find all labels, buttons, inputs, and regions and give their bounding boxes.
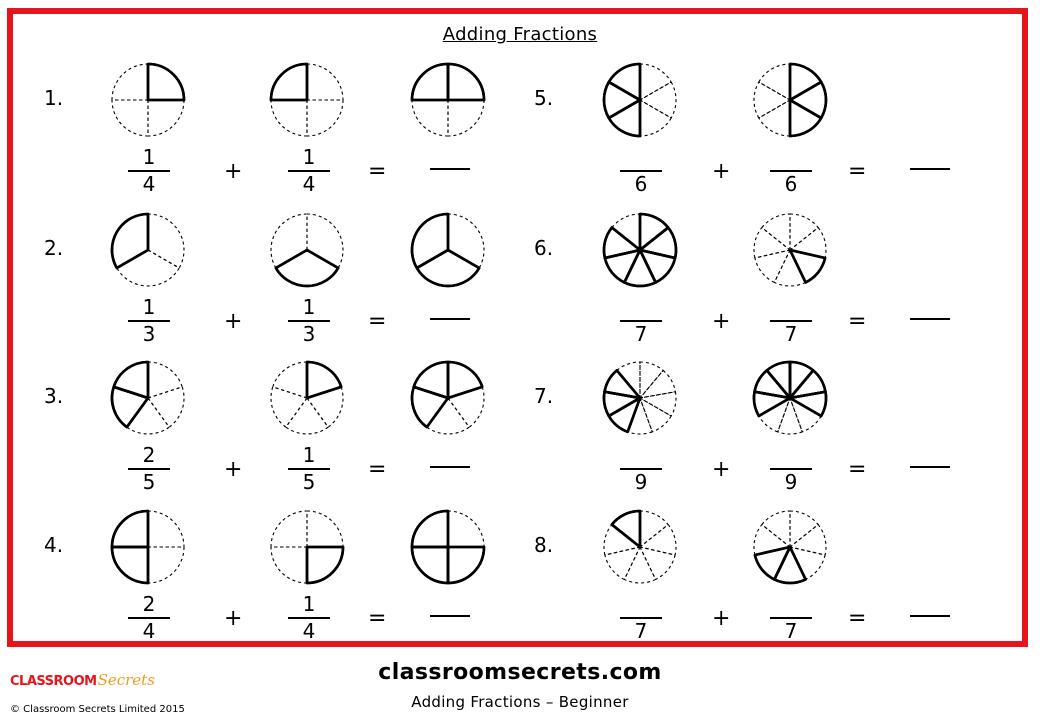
shaded-slice-outline (307, 362, 341, 398)
fraction-pie-3-2 (267, 358, 347, 438)
shaded-slice-outline (448, 64, 484, 100)
numerator (618, 296, 664, 319)
numerator (768, 444, 814, 467)
question-number: 8. (534, 533, 554, 557)
denominator: 5 (142, 470, 156, 494)
empty-slice (273, 362, 307, 398)
shaded-slice-outline (790, 100, 821, 136)
empty-slice (640, 82, 676, 118)
empty-slice (605, 547, 640, 579)
empty-slice (640, 398, 671, 432)
shaded-slice-outline (790, 82, 826, 118)
denominator: 7 (634, 619, 648, 643)
denominator: 4 (302, 172, 316, 196)
worksheet-subtitle: Adding Fractions – Beginner (411, 693, 629, 711)
shaded-slice-outline (307, 547, 343, 583)
empty-slice (774, 250, 805, 286)
fraction-pie-5-1 (600, 60, 680, 140)
empty-slice (271, 387, 307, 427)
fraction-a (126, 444, 172, 494)
shaded-slice (276, 250, 338, 286)
empty-slice (117, 250, 179, 286)
shaded-slice (609, 398, 640, 432)
plus-sign: + (224, 457, 243, 482)
worksheet-title: Adding Fractions (442, 24, 598, 45)
empty-slice (640, 511, 668, 547)
question-number: 5. (534, 86, 554, 110)
empty-slice (307, 64, 343, 100)
numerator: 2 (142, 592, 156, 616)
shaded-slice-outline (417, 250, 479, 286)
answer-blank[interactable] (430, 466, 470, 468)
fraction-pie-2-3 (408, 210, 488, 290)
shaded-slice-outline (767, 362, 790, 398)
shaded-slice-outline (612, 511, 640, 547)
question-number: 7. (534, 384, 554, 408)
fraction-b (768, 296, 814, 346)
denominator: 7 (784, 619, 798, 643)
fraction-pie-2-1 (108, 210, 188, 290)
denominator: 4 (142, 619, 156, 643)
shaded-slice-outline (774, 547, 805, 583)
fraction-pie-3-3 (408, 358, 488, 438)
shaded-slice (790, 100, 821, 136)
shaded-slice-outline (112, 547, 148, 583)
question-number: 2. (44, 236, 64, 260)
equals-sign: = (848, 457, 867, 482)
fraction-pie-8-1 (600, 507, 680, 587)
answer-blank[interactable] (910, 168, 950, 170)
fraction-pie-4-1 (108, 507, 188, 587)
shaded-slice-outline (271, 64, 307, 100)
denominator: 9 (784, 470, 798, 494)
plus-sign: + (712, 309, 731, 334)
denominator: 7 (784, 322, 798, 346)
fraction-a (126, 146, 172, 196)
empty-slice (148, 547, 184, 583)
numerator (768, 593, 814, 616)
fraction-pie-3-1 (108, 358, 188, 438)
shaded-slice-outline (448, 362, 482, 398)
empty-slice (790, 511, 818, 547)
shaded-slice-outline (790, 392, 826, 416)
denominator: 3 (142, 322, 156, 346)
question-number: 6. (534, 236, 554, 260)
fraction-a (618, 146, 664, 196)
empty-slice (286, 398, 328, 434)
empty-slice (754, 82, 790, 118)
shaded-slice-outline (148, 64, 184, 100)
question-number: 1. (44, 86, 64, 110)
empty-slice (755, 250, 790, 282)
fraction-pie-7-1 (600, 358, 680, 438)
shaded-slice-outline (790, 64, 821, 100)
empty-slice (307, 511, 343, 547)
question-number: 3. (44, 384, 64, 408)
answer-blank[interactable] (430, 168, 470, 170)
equals-sign: = (848, 159, 867, 184)
shaded-slice-outline (640, 250, 675, 282)
empty-slice (148, 100, 184, 136)
empty-slice (759, 398, 790, 432)
empty-slice (640, 547, 675, 579)
denominator: 4 (142, 172, 156, 196)
denominator: 6 (784, 172, 798, 196)
denominator: 3 (302, 322, 316, 346)
denominator: 7 (634, 322, 648, 346)
fraction-pie-4-2 (267, 507, 347, 587)
shaded-slice (624, 250, 655, 286)
empty-slice (427, 398, 469, 434)
logo-main-text: CLASSROOM (10, 674, 97, 689)
shaded-slice-outline (448, 547, 484, 583)
numerator (618, 146, 664, 169)
empty-slice (762, 214, 790, 250)
empty-slice (112, 64, 148, 100)
shaded-slice-outline (112, 511, 148, 547)
equals-sign: = (368, 606, 387, 631)
empty-slice (604, 525, 640, 555)
equals-sign: = (368, 457, 387, 482)
numerator: 1 (142, 145, 156, 169)
fraction-a (126, 593, 172, 643)
answer-blank[interactable] (430, 318, 470, 320)
answer-blank[interactable] (910, 466, 950, 468)
empty-slice (271, 511, 307, 547)
empty-slice (148, 362, 182, 398)
fraction-pie-6-1 (600, 210, 680, 290)
fraction-b (768, 593, 814, 643)
fraction-b (286, 146, 332, 196)
numerator: 1 (142, 295, 156, 319)
question-number: 4. (44, 533, 64, 557)
website-url[interactable]: classroomsecrets.com (378, 660, 662, 685)
numerator (618, 593, 664, 616)
shaded-slice (790, 82, 826, 118)
shaded-slice-outline (755, 370, 790, 398)
empty-slice (640, 525, 676, 555)
numerator: 1 (302, 145, 316, 169)
numerator (768, 146, 814, 169)
empty-slice (127, 398, 169, 434)
numerator: 2 (142, 443, 156, 467)
shaded-slice-outline (605, 370, 640, 398)
empty-slice (640, 100, 671, 136)
plus-sign: + (712, 606, 731, 631)
empty-slice (307, 100, 343, 136)
denominator: 6 (634, 172, 648, 196)
fraction-pie-6-2 (750, 210, 830, 290)
shaded-slice-outline (412, 214, 448, 268)
fraction-pie-2-2 (267, 210, 347, 290)
answer-blank[interactable] (910, 615, 950, 617)
empty-slice (271, 100, 307, 136)
denominator: 5 (302, 470, 316, 494)
shaded-slice-outline (276, 250, 338, 286)
shaded-slice-outline (112, 214, 148, 268)
equals-sign: = (848, 309, 867, 334)
plus-sign: + (224, 309, 243, 334)
empty-slice (640, 362, 663, 398)
shaded-slice (417, 250, 479, 286)
empty-slice (759, 100, 790, 136)
fraction-a (126, 296, 172, 346)
shaded-slice (790, 64, 821, 100)
numerator: 1 (302, 295, 316, 319)
shaded-slice-outline (609, 100, 640, 136)
empty-slice (640, 64, 671, 100)
empty-slice (412, 100, 448, 136)
copyright-notice: © Classroom Secrets Limited 2015 (10, 704, 185, 715)
empty-slice (112, 100, 148, 136)
numerator: 1 (302, 592, 316, 616)
denominator: 9 (634, 470, 648, 494)
shaded-slice (604, 82, 640, 118)
fraction-pie-4-3 (408, 507, 488, 587)
empty-slice (271, 547, 307, 583)
denominator: 4 (302, 619, 316, 643)
fraction-b (286, 444, 332, 494)
shaded-slice (609, 100, 640, 136)
fraction-a (618, 444, 664, 494)
numerator (768, 296, 814, 319)
fraction-a (618, 593, 664, 643)
numerator (618, 444, 664, 467)
equals-sign: = (848, 606, 867, 631)
empty-slice (148, 387, 184, 427)
empty-slice (754, 228, 790, 258)
fraction-pie-5-2 (750, 60, 830, 140)
plus-sign: + (224, 159, 243, 184)
empty-slice (762, 511, 790, 547)
shaded-slice (774, 547, 805, 583)
empty-slice (640, 392, 676, 416)
fraction-b (286, 296, 332, 346)
fraction-pie-7-2 (750, 358, 830, 438)
shaded-slice-outline (624, 250, 655, 286)
answer-blank[interactable] (430, 615, 470, 617)
shaded-slice-outline (412, 547, 448, 583)
numerator: 1 (302, 443, 316, 467)
shaded-slice-outline (609, 64, 640, 100)
shaded-slice-outline (414, 362, 448, 398)
equals-sign: = (368, 309, 387, 334)
answer-blank[interactable] (910, 318, 950, 320)
equals-sign: = (368, 159, 387, 184)
fraction-pie-1-1 (108, 60, 188, 140)
fraction-pie-8-2 (750, 507, 830, 587)
empty-slice (790, 214, 818, 250)
fraction-pie-1-3 (408, 60, 488, 140)
empty-slice (790, 398, 821, 432)
plus-sign: + (224, 606, 243, 631)
shaded-slice-outline (609, 398, 640, 432)
fraction-pie-1-2 (267, 60, 347, 140)
shaded-slice (609, 64, 640, 100)
shaded-slice-outline (790, 250, 825, 282)
empty-slice (448, 100, 484, 136)
fraction-b (286, 593, 332, 643)
empty-slice (624, 547, 655, 583)
shaded-slice-outline (114, 362, 148, 398)
empty-slice (148, 511, 184, 547)
shaded-slice-outline (604, 82, 640, 118)
empty-slice (759, 64, 790, 100)
shaded-slice-outline (755, 547, 790, 579)
fraction-a (618, 296, 664, 346)
empty-slice (640, 370, 675, 398)
plus-sign: + (712, 457, 731, 482)
logo-script-text: Secrets (97, 671, 155, 689)
fraction-b (768, 444, 814, 494)
empty-slice (790, 547, 825, 579)
shaded-slice-outline (412, 511, 448, 547)
shaded-slice-outline (412, 64, 448, 100)
empty-slice (448, 511, 484, 547)
empty-slice (790, 525, 826, 555)
plus-sign: + (712, 159, 731, 184)
shaded-slice-outline (604, 228, 640, 258)
fraction-b (768, 146, 814, 196)
